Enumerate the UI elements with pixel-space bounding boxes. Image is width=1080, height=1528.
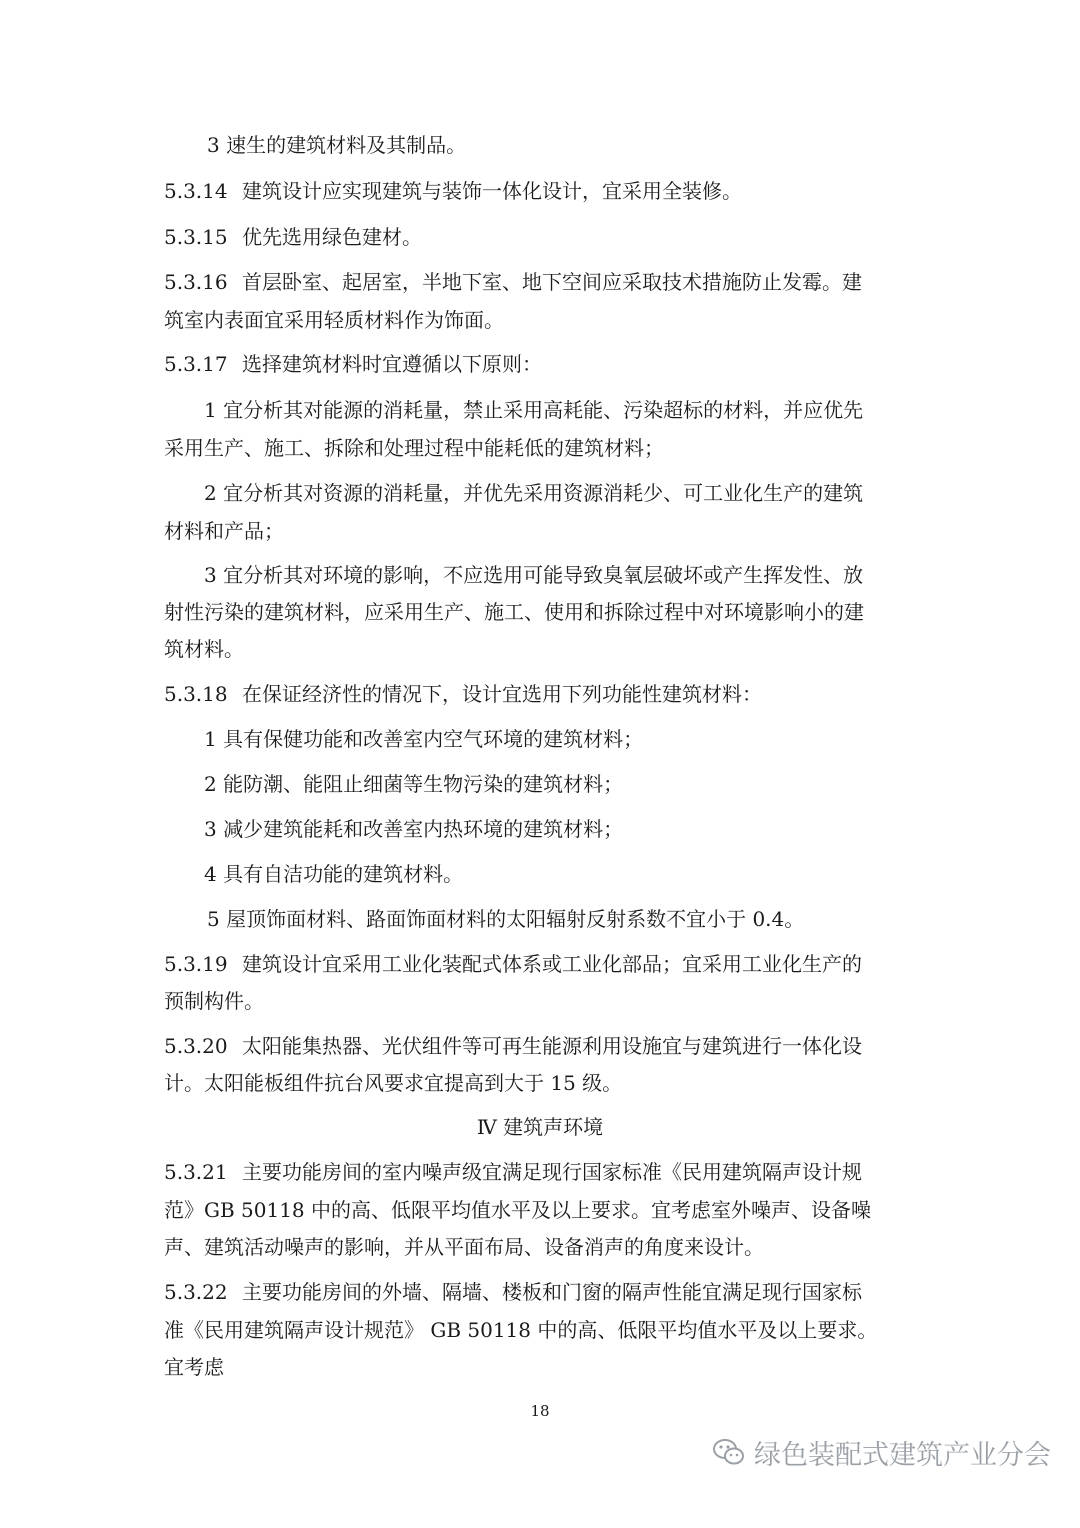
- clause-text: 太阳能集热器、光伏组件等可再生能源利用设施宜与建筑进行一体化设: [242, 1034, 862, 1058]
- list-item-continuation: 筑材料。: [164, 637, 244, 661]
- clause-number: 5.3.15: [164, 225, 228, 249]
- clause-text: 主要功能房间的室内噪声级宜满足现行国家标准《民用建筑隔声设计规: [242, 1160, 862, 1184]
- list-item-line: 5 屋顶饰面材料、路面饰面材料的太阳辐射反射系数不宜小于 0.4。: [207, 907, 805, 931]
- clause-5-3-16: [164, 269, 862, 295]
- clause-continuation: 准《民用建筑隔声设计规范》 GB 50118 中的高、低限平均值水平及以上要求。: [164, 1318, 878, 1342]
- list-item-line: 3 速生的建筑材料及其制品。: [207, 133, 467, 157]
- clause-number: 5.3.14: [164, 179, 228, 203]
- clause-number: 5.3.18: [164, 682, 228, 706]
- clause-5-3-20: [164, 1033, 862, 1059]
- clause-number: 5.3.16: [164, 270, 228, 294]
- list-item-continuation: 采用生产、施工、拆除和处理过程中能耗低的建筑材料；: [164, 436, 664, 460]
- clause-continuation: 范》GB 50118 中的高、低限平均值水平及以上要求。宜考虑室外噪声、设备噪: [164, 1198, 872, 1222]
- clause-continuation: 筑室内表面宜采用轻质材料作为饰面。: [164, 308, 504, 332]
- section-heading: Ⅳ 建筑声环境: [476, 1115, 604, 1139]
- list-item-continuation: 射性污染的建筑材料，应采用生产、施工、使用和拆除过程中对环境影响小的建: [164, 600, 864, 624]
- clause-text: 选择建筑材料时宜遵循以下原则：: [242, 352, 542, 376]
- clause-text: 主要功能房间的外墙、隔墙、楼板和门窗的隔声性能宜满足现行国家标: [242, 1280, 862, 1304]
- list-item-line: 1 具有保健功能和改善室内空气环境的建筑材料；: [204, 727, 644, 751]
- clause-continuation: 声、建筑活动噪声的影响，并从平面布局、设备消声的角度来设计。: [164, 1235, 764, 1259]
- clause-continuation: 宜考虑: [164, 1355, 224, 1379]
- list-item-line: 2 能防潮、能阻止细菌等生物污染的建筑材料；: [204, 772, 624, 796]
- clause-number: 5.3.17: [164, 352, 228, 376]
- list-item-line: 3 宜分析其对环境的影响，不应选用可能导致臭氧层破坏或产生挥发性、放: [204, 563, 864, 587]
- list-item-line: 2 宜分析其对资源的消耗量，并优先采用资源消耗少、可工业化生产的建筑: [204, 481, 864, 505]
- watermark: [712, 1432, 1051, 1472]
- clause-continuation: 计。太阳能板组件抗台风要求宜提高到大于 15 级。: [164, 1071, 623, 1095]
- clause-text: 建筑设计应实现建筑与装饰一体化设计，宜采用全装修。: [242, 179, 742, 203]
- clause-5-3-14: [164, 178, 742, 204]
- clause-text: 建筑设计宜采用工业化装配式体系或工业化部品；宜采用工业化生产的: [242, 952, 862, 976]
- watermark-text: 绿色装配式建筑产业分会: [754, 1439, 1051, 1471]
- clause-5-3-18: [164, 681, 762, 707]
- clause-number: 5.3.21: [164, 1160, 228, 1184]
- clause-continuation: 预制构件。: [164, 989, 264, 1013]
- list-item-line: 3 减少建筑能耗和改善室内热环境的建筑材料；: [204, 817, 624, 841]
- clause-text: 在保证经济性的情况下，设计宜选用下列功能性建筑材料：: [242, 682, 762, 706]
- wechat-icon: [712, 1437, 746, 1467]
- clause-5-3-21: [164, 1159, 862, 1185]
- clause-text: 首层卧室、起居室，半地下室、地下空间应采取技术措施防止发霉。建: [242, 270, 862, 294]
- list-item-line: 4 具有自洁功能的建筑材料。: [204, 862, 464, 886]
- list-item-line: 1 宜分析其对能源的消耗量，禁止采用高耗能、污染超标的材料，并应优先: [204, 398, 864, 422]
- clause-5-3-15: [164, 224, 422, 250]
- clause-number: 5.3.19: [164, 952, 228, 976]
- clause-number: 5.3.20: [164, 1034, 228, 1058]
- clause-number: 5.3.22: [164, 1280, 228, 1304]
- list-item-continuation: 材料和产品；: [164, 519, 284, 543]
- clause-5-3-22: [164, 1279, 862, 1305]
- clause-5-3-17: [164, 351, 542, 377]
- clause-5-3-19: [164, 951, 862, 977]
- clause-text: 优先选用绿色建材。: [242, 225, 422, 249]
- page-number: 18: [530, 1402, 550, 1420]
